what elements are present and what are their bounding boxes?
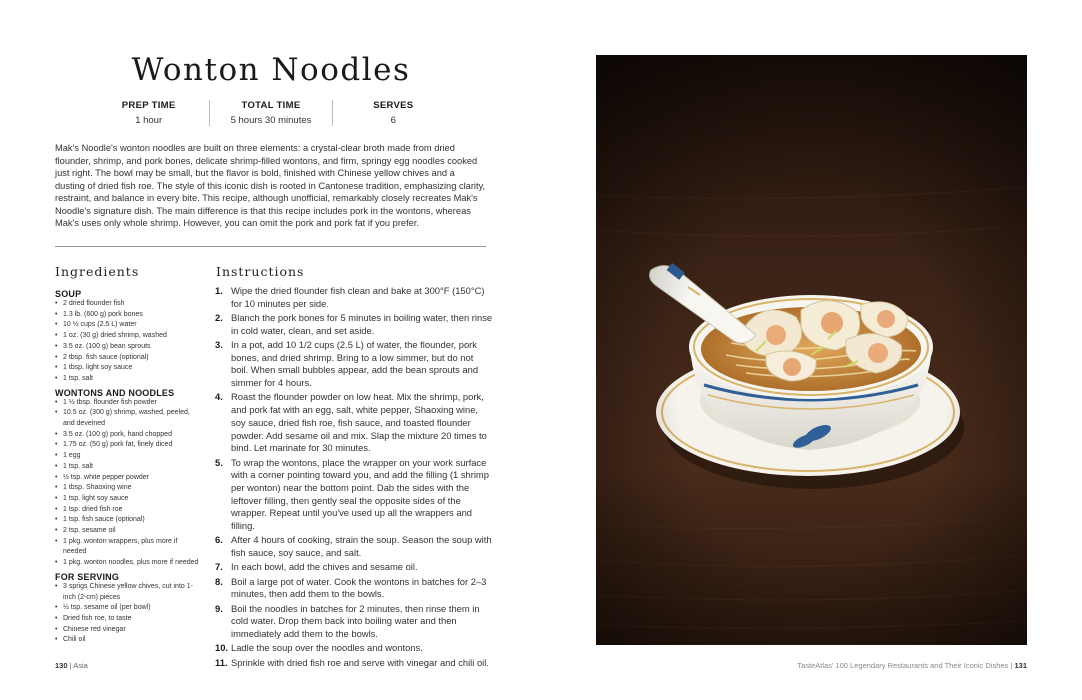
- instructions-heading: Instructions: [216, 264, 305, 279]
- folio-separator: |: [69, 661, 74, 670]
- ingredient-item: • 1 tsp. salt: [55, 374, 200, 385]
- photo-vignette: [596, 55, 1027, 645]
- step-number: 1.: [215, 285, 223, 296]
- instructions-list: [215, 285, 493, 671]
- ingredient-item: • 1 tbsp. light soy sauce: [55, 363, 200, 374]
- ingredients-heading: Ingredients: [55, 264, 140, 279]
- total-time: [209, 100, 331, 126]
- instruction-steps: [215, 285, 493, 669]
- step-text: To wrap the wontons, place the wrapper on your work surface with a corner pointing toward you, and add the filling (1 shrimp per wonton) near the bottom point. Dab the sides with the leftover filling, then gently seal the opposite sides of the wrapper. Repeat until you've used up all the wrappers and filling.: [231, 456, 489, 532]
- ingredient-item: • 3.5 oz. (100 g) bean sprouts: [55, 342, 200, 353]
- ingredient-item: • ½ tsp. white pepper powder: [55, 473, 200, 484]
- step-number: 5.: [215, 456, 223, 468]
- step-text: Boil a large pot of water. Cook the wontons in batches for 2–3 minutes, then add them to the bowls.: [231, 575, 487, 600]
- ingredients-list: [55, 286, 200, 646]
- step-text: In each bowl, add the chives and sesame oil.: [231, 561, 418, 573]
- left-page-number: 130: [55, 661, 68, 670]
- step-number: 11.: [215, 656, 228, 668]
- ingredient-group-title: WONTONS AND NOODLES: [55, 387, 175, 398]
- step-number: 6.: [215, 534, 223, 546]
- instruction-step: [215, 657, 493, 670]
- instruction-step: [215, 457, 493, 533]
- right-folio: [797, 661, 1027, 670]
- step-number: 2.: [215, 312, 223, 323]
- ingredient-item: • 1.75 oz. (50 g) pork fat, finely diced: [55, 440, 200, 451]
- instruction-step: [215, 576, 493, 601]
- ingredient-group-wontons: [55, 398, 200, 569]
- instruction-step: [215, 642, 493, 655]
- instruction-step: [215, 312, 493, 337]
- step-number: 4.: [215, 391, 223, 403]
- ingredient-item: • 1 tsp. salt: [55, 462, 200, 473]
- ingredient-group-serving: [55, 582, 200, 646]
- total-time-label: TOTAL TIME: [241, 100, 301, 111]
- step-number: 3.: [215, 339, 223, 350]
- left-section-name: Asia: [73, 661, 88, 670]
- ingredient-group-title: FOR SERVING: [55, 571, 120, 582]
- left-folio: [55, 661, 88, 670]
- ingredient-item: • 1 oz. (30 g) dried shrimp, washed: [55, 331, 200, 342]
- ingredient-item: • 2 tbsp. fish sauce (optional): [55, 353, 200, 364]
- step-text: After 4 hours of cooking, strain the soup. Season the soup with fish sauce, soy sauce, and salt.: [231, 534, 492, 559]
- instruction-step: [215, 339, 493, 390]
- ingredient-item: • 10.5 oz. (300 g) shrimp, washed, peeled, and deveined: [55, 408, 200, 429]
- ingredient-item: • 1 ½ tbsp. flounder fish powder: [55, 398, 200, 409]
- step-number: 8.: [215, 575, 223, 587]
- instruction-step: [215, 561, 493, 574]
- serves: [332, 100, 454, 126]
- book-title: TasteAtlas' 100 Legendary Restaurants and Their Iconic Dishes: [797, 661, 1009, 670]
- total-time-value: 5 hours 30 minutes: [230, 115, 312, 126]
- step-text: In a pot, add 10 1/2 cups (2.5 L) of water, the flounder, pork bones, and dried shrimp. Bring to a low simmer, but do not boil. When small bubbles appear, add the bean sprouts and simmer for 4 hours.: [231, 339, 479, 389]
- ingredient-item: • ½ tsp. sesame oil (per bowl): [55, 603, 200, 614]
- step-number: 9.: [215, 602, 223, 614]
- ingredient-item: • Dried fish roe, to taste: [55, 614, 200, 625]
- step-text: Sprinkle with dried fish roe and serve with vinegar and chili oil.: [231, 656, 489, 668]
- instruction-step: [215, 391, 493, 455]
- recipe-meta: [88, 100, 454, 126]
- ingredient-item: • 2 tsp. sesame oil: [55, 526, 200, 537]
- instruction-step: [215, 603, 493, 641]
- step-text: Roast the flounder powder on low heat. Mix the shrimp, pork, and pork fat with an egg, salt, white pepper, Shaoxing wine, soy sauce, dried fish roe, fish sauce, and toasted flounder powder. Add sesame oil and mix. Slap the mixture 20 times to bind. Let marinate for 30 minutes.: [231, 391, 487, 454]
- step-text: Wipe the dried flounder fish clean and bake at 300°F (150°C) for 10 minutes per side.: [231, 285, 485, 309]
- ingredient-item: • 1.3 lb. (600 g) pork bones: [55, 310, 200, 321]
- ingredient-item: • 1 tsp. light soy sauce: [55, 494, 200, 505]
- prep-time: [88, 100, 209, 126]
- ingredient-item: • Chili oil: [55, 635, 200, 646]
- ingredient-item: • 1 egg: [55, 451, 200, 462]
- ingredient-item: • Chinese red vinegar: [55, 625, 200, 636]
- ingredient-item: • 10 ½ cups (2.5 L) water: [55, 320, 200, 331]
- ingredient-item: • 3 sprigs Chinese yellow chives, cut into 1-inch (2-cm) pieces: [55, 582, 200, 603]
- instruction-step: [215, 285, 493, 310]
- right-page-number: 131: [1014, 661, 1027, 670]
- ingredient-group-title: SOUP: [55, 289, 82, 299]
- right-page: [541, 0, 1082, 700]
- step-number: 10.: [215, 642, 229, 654]
- step-text: Blanch the pork bones for 5 minutes in boiling water, then rinse in cold water, clean, and set aside.: [231, 312, 493, 336]
- folio-separator: |: [1010, 661, 1015, 670]
- serves-value: 6: [390, 115, 396, 126]
- recipe-intro: Mak's Noodle's wonton noodles are built on three elements: a crystal-clear broth made from dried flounder, shrimp, and pork bones, delicate shrimp-filled wontons, and firm, springy egg noodles cooked just right. The bowl may be small, but the flavor is bold, finished with Chinese yellow chives and a dusting of dried fish roe. The style of this iconic dish is rooted in Cantonese tradition, emphasizing clarity, restraint, and balance in every bite. This recipe, although unofficial, remarkably closely recreates Mak's Noodle's signature dish. The main difference is that this recipe includes pork in the wontons, whereas Mak's uses only whole shrimp. However, you can omit the pork and pork fat if you prefer.: [55, 143, 486, 228]
- ingredient-item: • 1 tsp. dried fish roe: [55, 505, 200, 516]
- ingredient-group-soup: [55, 299, 200, 385]
- prep-time-value: 1 hour: [135, 115, 163, 126]
- recipe-title: Wonton Noodles: [131, 52, 411, 88]
- ingredient-item: • 1 pkg. wonton wrappers, plus more if needed: [55, 537, 200, 558]
- dish-photo: [596, 55, 1027, 645]
- step-text: Boil the noodles in batches for 2 minutes, then rinse them in cold water. Drop them back into boiling water and then immediately add them to the bowls.: [231, 602, 480, 640]
- ingredient-item: • 1 tbsp. Shaoxing wine: [55, 483, 200, 494]
- wonton-soup-illustration: [596, 55, 1027, 645]
- ingredient-item: • 1 tsp. fish sauce (optional): [55, 515, 200, 526]
- section-divider: [55, 246, 486, 247]
- step-text: Ladle the soup over the noodles and wontons.: [231, 642, 423, 654]
- prep-time-label: PREP TIME: [121, 100, 176, 111]
- instruction-step: [215, 534, 493, 559]
- step-number: 7.: [215, 561, 223, 573]
- serves-label: SERVES: [373, 100, 414, 111]
- ingredient-item: • 3.5 oz. (100 g) pork, hand chopped: [55, 430, 200, 441]
- ingredient-item: • 2 dried flounder fish: [55, 299, 200, 310]
- ingredient-item: • 1 pkg. wonton noodles, plus more if needed: [55, 558, 200, 569]
